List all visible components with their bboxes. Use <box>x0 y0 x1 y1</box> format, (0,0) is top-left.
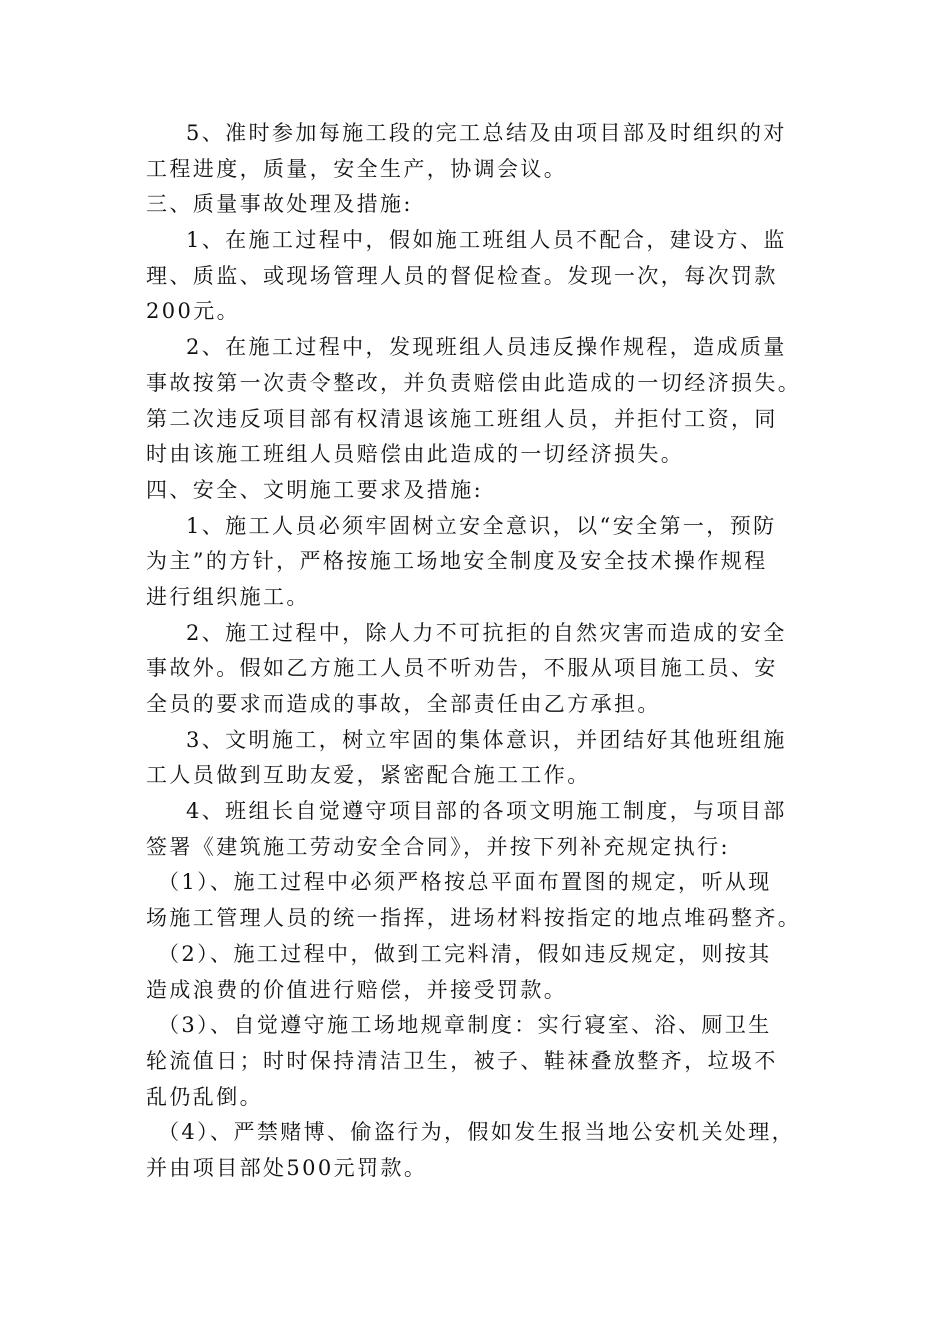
document-body <box>146 116 816 1187</box>
paragraph-line: 造成浪费的价值进行赔偿，并接受罚款。 <box>146 977 568 1002</box>
paragraph-line: 第二次违反项目部有权清退该施工班组人员，并拒付工资，同 <box>146 406 778 431</box>
paragraph-line: 轮流值日；时时保持清洁卫生，被子、鞋袜叠放整齐，垃圾不 <box>146 1048 778 1073</box>
paragraph-line: 事故按第一次责令整改，并负责赔偿由此造成的一切经济损失。 <box>146 370 802 395</box>
paragraph-line: （4）、严禁赌博、偷盗行为，假如发生报当地公安机关处理， <box>158 1120 796 1145</box>
paragraph-line: 场施工管理人员的统一指挥，进场材料按指定的地点堆码整齐。 <box>146 906 802 931</box>
paragraph-line: 并由项目部处500元罚款。 <box>146 1155 428 1180</box>
paragraph-line: 乱仍乱倒。 <box>146 1084 263 1109</box>
paragraph-line: 1、施工人员必须牢固树立安全意识，以“安全第一，预防 <box>186 513 777 538</box>
paragraph-line: （3）、自觉遵守施工场地规章制度：实行寝室、浴、厕卫生 <box>158 1013 772 1038</box>
paragraph-line: 事故外。假如乙方施工人员不听劝告，不服从项目施工员、安 <box>146 656 778 681</box>
paragraph-line: （1）、施工过程中必须严格按总平面布置图的规定，听从现 <box>158 870 772 895</box>
paragraph-line: 进行组织施工。 <box>146 584 310 609</box>
paragraph-line: 4、班组长自觉遵守项目部的各项文明施工制度，与项目部 <box>186 799 787 824</box>
paragraph-line: 工人员做到互助友爱，紧密配合施工工作。 <box>146 763 591 788</box>
paragraph-line: 2、施工过程中，除人力不可抗拒的自然灾害而造成的安全 <box>186 620 787 645</box>
paragraph-line: 3、文明施工，树立牢固的集体意识，并团结好其他班组施 <box>186 727 787 752</box>
paragraph-line: 5、准时参加每施工段的完工总结及由项目部及时组织的对 <box>186 121 787 145</box>
paragraph-line: 工程进度，质量，安全生产，协调会议。 <box>146 156 568 181</box>
paragraph-line: 全员的要求而造成的事故，全部责任由乙方承担。 <box>146 692 661 716</box>
paragraph-line: 1、在施工过程中，假如施工班组人员不配合，建设方、监 <box>186 228 787 253</box>
paragraph-line: 理、质监、或现场管理人员的督促检查。发现一次，每次罚款 <box>146 263 778 288</box>
paragraph-line: 签署《建筑施工劳动安全合同》，并按下列补充规定执行: <box>146 834 730 859</box>
paragraph-line: 200元。 <box>146 299 241 324</box>
section-heading: 四、安全、文明施工要求及措施: <box>146 477 484 502</box>
paragraph-line: 为主”的方针，严格按施工场地安全制度及安全技术操作规程 <box>146 549 768 574</box>
section-heading: 三、质量事故处理及措施: <box>146 192 413 217</box>
paragraph-line: （2）、施工过程中，做到工完料清，假如违反规定，则按其 <box>158 941 772 966</box>
paragraph-line: 2、在施工过程中，发现班组人员违反操作规程，造成质量 <box>186 335 787 360</box>
paragraph-line: 时由该施工班组人员赔偿由此造成的一切经济损失。 <box>146 442 685 467</box>
